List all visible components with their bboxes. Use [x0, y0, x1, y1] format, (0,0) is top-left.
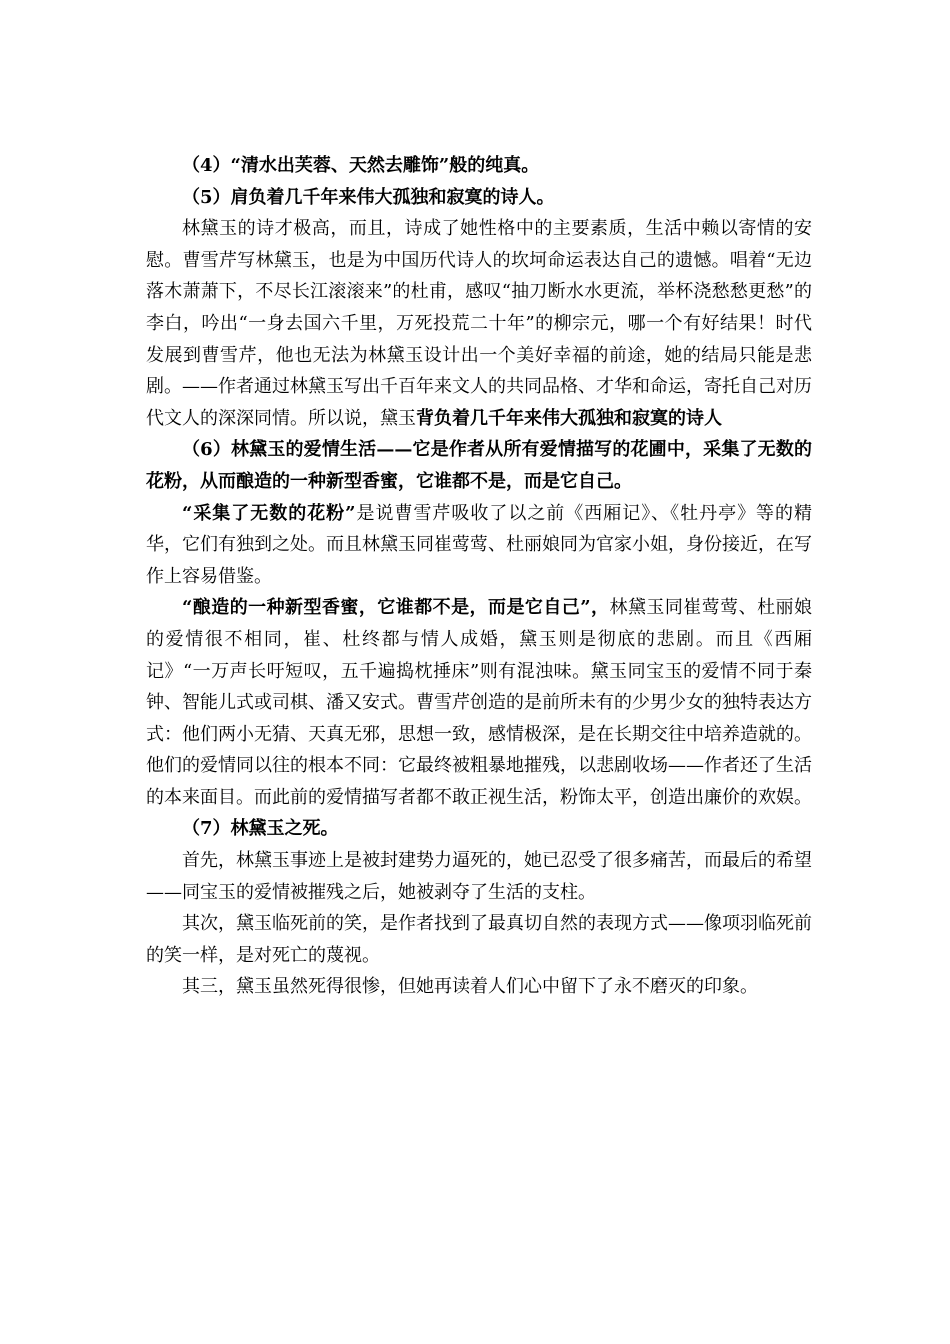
- paragraph-poet: [146, 213, 812, 434]
- paragraph-pollen-quote: “采集了无数的花粉”: [182, 502, 356, 524]
- heading-item-5: （5）肩负着几千年来伟大孤独和寂寞的诗人。: [182, 186, 555, 208]
- paragraph-pollen-text: 是说曹雪芹吸收了以之前《西厢记》、《牡丹亭》等的精华，它们有独到之处。而且林黛玉同崔莺莺、杜丽娘同为官家小姐，身份接近，在写作上容易借鉴。: [146, 502, 813, 587]
- paragraph-first: 首先，林黛玉事迹上是被封建势力逼死的，她已忍受了很多痛苦，而最后的希望——同宝玉的爱情被摧残之后，她被剥夺了生活的支柱。: [146, 850, 812, 903]
- heading-item-7: （7）林黛玉之死。: [182, 818, 339, 840]
- document-body: [146, 150, 812, 1003]
- heading-item-6: （6）林黛玉的爱情生活——它是作者从所有爱情描写的花圃中，采集了无数的花粉，从而酿造的一种新型香蜜，它谁都不是，而是它自己。: [146, 439, 812, 492]
- paragraph-third: 其三，黛玉虽然死得很惨，但她再读着人们心中留下了永不磨灭的印象。: [182, 976, 758, 998]
- paragraph-pollen: [146, 498, 812, 593]
- paragraph-nectar-quote: “酿造的一种新型香蜜，它谁都不是，而是它自己”，: [182, 597, 610, 619]
- paragraph-poet-emphasis: 背负着几千年来伟大孤独和寂寞的诗人: [416, 407, 722, 429]
- paragraph-nectar: [146, 592, 812, 813]
- paragraph-nectar-text: 林黛玉同崔莺莺、杜丽娘的爱情很不相同，崔、杜终都与情人成婚，黛玉则是彻底的悲剧。而且《西厢记》“一万声长吁短叹，五千遍捣枕捶床”则有混浊味。黛玉同宝玉的爱情不同于秦钟、智能儿式或司棋、潘又安式。曹雪芹创造的是前所未有的少男少女的独特表达方式：他们两小无猜、天真无邪，思想一致，感情极深，是在长期交往中培养造就的。他们的爱情同以往的根本不同：它最终被粗暴地摧残，以悲剧收场——作者还了生活的本来面目。而此前的爱情描写者都不敢正视生活，粉饰太平，创造出廉价的欢娱。: [146, 597, 812, 808]
- paragraph-poet-text: 林黛玉的诗才极高，而且，诗成了她性格中的主要素质，生活中赖以寄情的安慰。曹雪芹写林黛玉，也是为中国历代诗人的坎坷命运表达自己的遗憾。唱着“无边落木萧萧下，不尽长江滚滚来”的杜甫，感叹“抽刀断水水更流，举杯浇愁愁更愁”的李白，吟出“一身去国六千里，万死投荒二十年”的柳宗元，哪一个有好结果！时代发展到曹雪芹，他也无法为林黛玉设计出一个美好幸福的前途，她的结局只能是悲剧。——作者通过林黛玉写出千百年来文人的共同品格、才华和命运，寄托自己对历代文人的深深同情。所以说，黛玉: [146, 218, 812, 429]
- heading-item-4: （4）“清水出芙蓉、天然去雕饰”般的纯真。: [182, 155, 540, 176]
- paragraph-second: 其次，黛玉临死前的笑，是作者找到了最真切自然的表现方式——像项羽临死前的笑一样，是对死亡的蔑视。: [146, 913, 812, 966]
